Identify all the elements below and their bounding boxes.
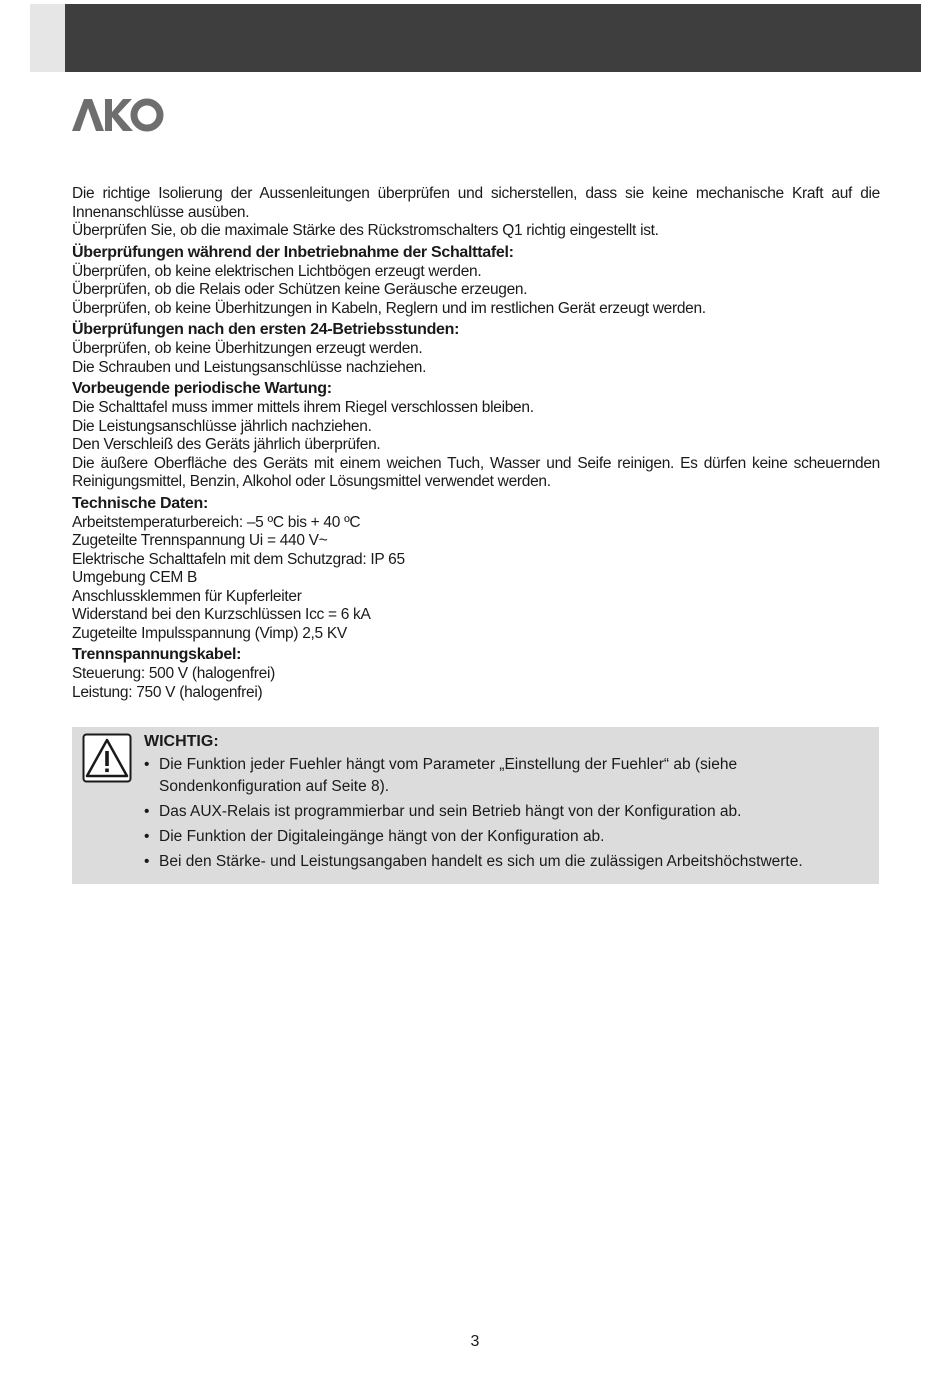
body-line: Überprüfen, ob keine elektrischen Lichtbögen erzeugt werden. (72, 262, 482, 280)
section-heading: Trennspannungskabel: (72, 646, 242, 663)
body-line: Zugeteilte Trennspannung Ui = 440 V~ (72, 532, 328, 549)
bullet: • (144, 756, 150, 773)
note-item: • Das AUX-Relais ist programmierbar und sein Betrieb hängt von der Konfiguration ab. (144, 801, 879, 823)
section-heading: Vorbeugende periodische Wartung: (72, 380, 332, 397)
body-line: Die richtige Isolierung der Aussenleitungen überprüfen und sicherstellen, dass sie keine mechanische Kraft auf die Innenanschlüsse ausüben. (72, 185, 880, 221)
section-heading: Überprüfungen nach den ersten 24-Betriebsstunden: (72, 321, 460, 338)
body-line: Steuerung: 500 V (halogenfrei) (72, 665, 275, 682)
body-line: Die Leistungsanschlüsse jährlich nachziehen. (72, 417, 372, 435)
header-accent-bar (30, 4, 66, 72)
note-item: • Bei den Stärke- und Leistungsangaben handelt es sich um die zulässigen Arbeitshöchstwerte. (144, 851, 879, 873)
important-note-box (72, 727, 879, 884)
note-item: • Die Funktion der Digitaleingänge hängt von der Konfiguration ab. (144, 826, 879, 848)
body-line: Die Schrauben und Leistungsanschlüsse nachziehen. (72, 358, 427, 376)
body-line: Widerstand bei den Kurzschlüssen Icc = 6 kA (72, 606, 371, 623)
note-list (144, 754, 879, 876)
body-line: Arbeitstemperaturbereich: –5 ºC bis + 40 ºC (72, 513, 361, 531)
warning-triangle-icon (82, 733, 132, 783)
note-item: • Die Funktion jeder Fuehler hängt vom Parameter „Einstellung der Fuehler“ ab (siehe Sondenkonfiguration auf Seite 8). (144, 756, 738, 795)
document-body (72, 185, 880, 702)
section-heading: Überprüfungen während der Inbetriebnahme der Schalttafel: (72, 243, 514, 261)
body-line: Überprüfen, ob die Relais oder Schützen keine Geräusche erzeugen. (72, 281, 528, 298)
header-bar (65, 4, 921, 72)
page-number: 3 (470, 1333, 480, 1350)
bullet: • (144, 828, 150, 845)
body-line: Zugeteilte Impulsspannung (Vimp) 2,5 KV (72, 624, 347, 642)
bullet: • (144, 803, 150, 820)
body-line: Überprüfen Sie, ob die maximale Stärke des Rückstromschalters Q1 richtig eingestellt ist. (72, 222, 659, 239)
body-line: Die äußere Oberfläche des Geräts mit einem weichen Tuch, Wasser und Seife reinigen. Es dürfen keine scheuernden Reinigungsmittel, Benzin, Alkohol oder Lösungsmittel verwendet werden. (72, 454, 880, 490)
body-line: Anschlussklemmen für Kupferleiter (72, 587, 302, 605)
bullet: • (144, 853, 150, 870)
note-title: WICHTIG: (144, 733, 219, 750)
body-line: Umgebung CEM B (72, 569, 198, 586)
body-line: Leistung: 750 V (halogenfrei) (72, 683, 263, 701)
ako-logo (72, 98, 164, 132)
body-line: Elektrische Schalttafeln mit dem Schutzgrad: IP 65 (72, 550, 405, 568)
section-heading: Technische Daten: (72, 494, 208, 512)
body-line: Überprüfen, ob keine Überhitzungen erzeugt werden. (72, 340, 423, 357)
body-line: Den Verschleiß des Geräts jährlich überprüfen. (72, 436, 381, 453)
body-line: Überprüfen, ob keine Überhitzungen in Kabeln, Reglern und im restlichen Gerät erzeugt werden. (72, 299, 706, 317)
body-line: Die Schalttafel muss immer mittels ihrem Riegel verschlossen bleiben. (72, 399, 534, 416)
